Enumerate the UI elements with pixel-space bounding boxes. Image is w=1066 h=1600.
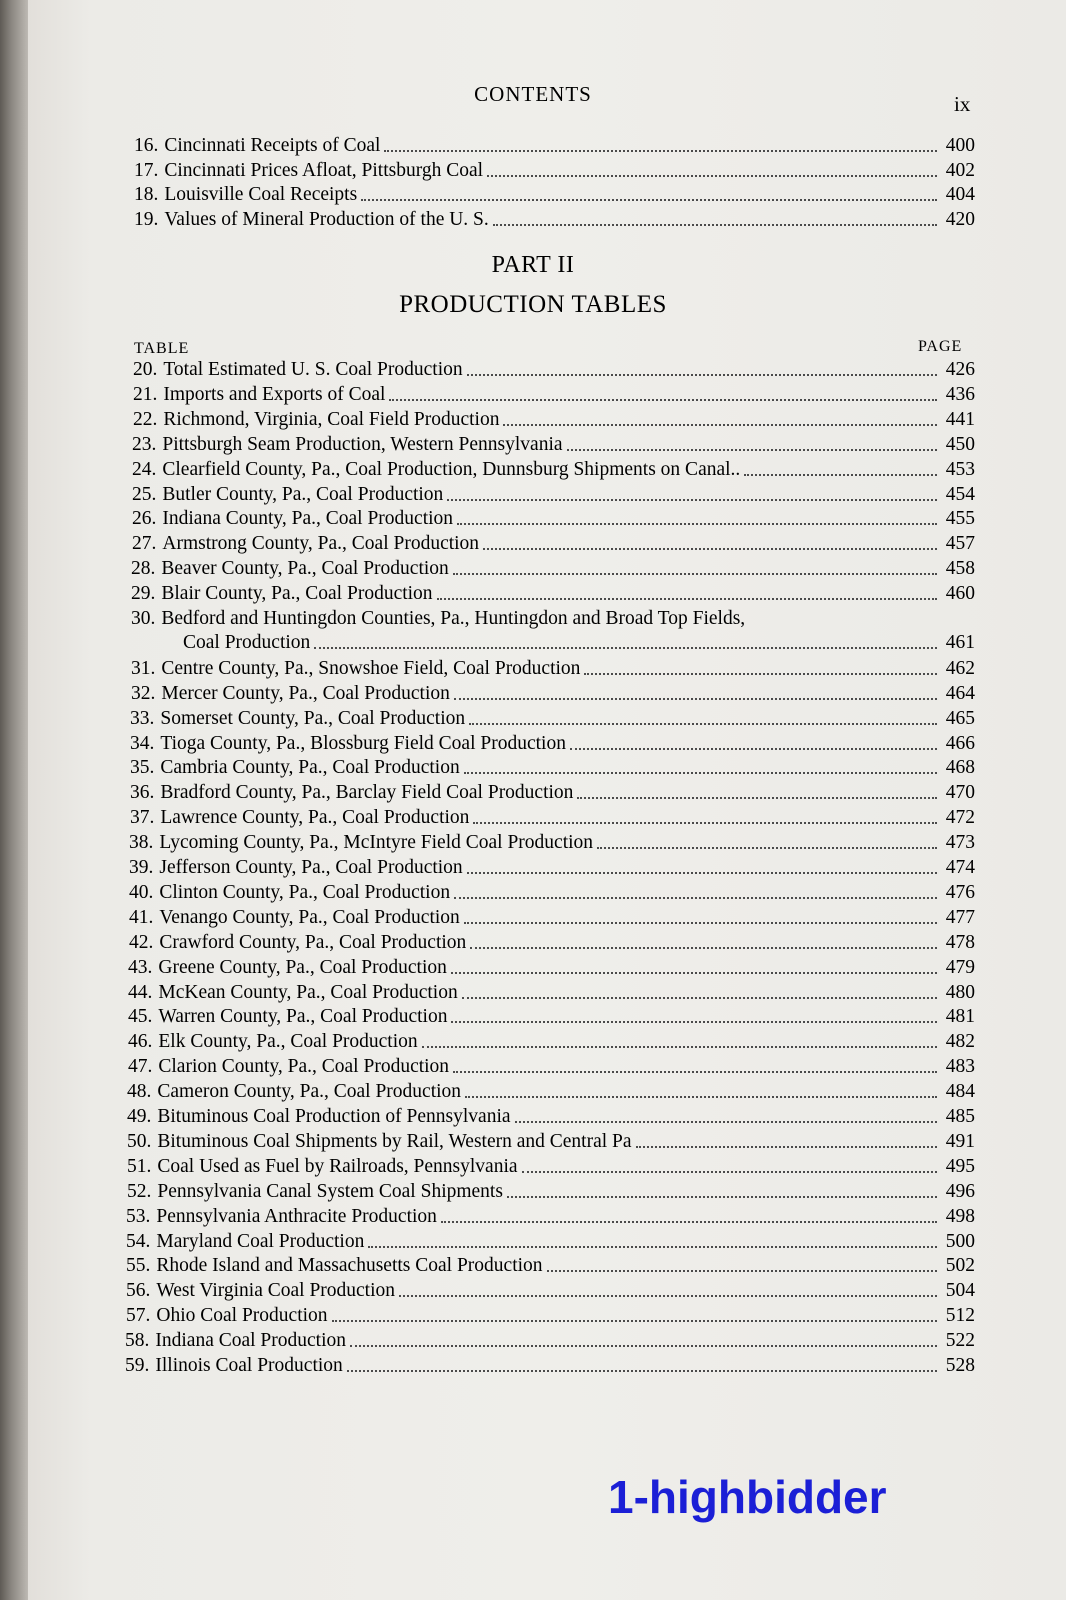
dot-leader [457, 523, 937, 525]
dot-leader [547, 1270, 937, 1272]
entry-page: 426 [945, 359, 975, 380]
dot-leader [451, 972, 937, 974]
entry-number: 47. [128, 1056, 153, 1078]
entry-title: Total Estimated U. S. Coal Production [163, 359, 463, 380]
entry-number: 16. [134, 135, 159, 156]
entry-page: 402 [945, 159, 975, 181]
toc-entry [126, 1279, 975, 1303]
entry-page: 458 [945, 558, 975, 580]
dot-leader [577, 797, 937, 799]
entry-title: Clinton County, Pa., Coal Production [159, 881, 451, 903]
toc-entry [128, 1030, 975, 1054]
entry-page: 474 [945, 857, 975, 878]
dot-leader [464, 772, 937, 774]
toc-entry [127, 1080, 975, 1104]
entry-title: Bituminous Coal Production of Pennsylvania [157, 1106, 511, 1127]
toc-entry [134, 208, 975, 232]
dot-leader [451, 1021, 937, 1023]
entry-number: 17. [134, 159, 159, 181]
dot-leader [584, 673, 937, 675]
toc-entry [126, 1205, 975, 1229]
entry-title: Bedford and Huntingdon Counties, Pa., Huntingdon and Broad Top Fields, [161, 608, 746, 629]
entry-title: Warren County, Pa., Coal Production [158, 1006, 448, 1028]
entry-page: 453 [945, 458, 975, 480]
entry-page: 479 [945, 956, 975, 978]
dot-leader [453, 1071, 937, 1073]
entry-title: Pennsylvania Canal System Coal Shipments [157, 1180, 503, 1202]
toc-entry [130, 732, 975, 756]
entry-number: 26. [132, 508, 157, 530]
toc-entry [127, 1105, 975, 1129]
dot-leader [467, 872, 937, 874]
toc-entry [133, 408, 975, 432]
entry-page: 496 [945, 1180, 975, 1202]
toc-entry [131, 557, 975, 581]
toc-entry [127, 1130, 975, 1154]
toc-entry-continuation [163, 631, 975, 655]
toc-entry [129, 906, 975, 930]
dot-leader [453, 573, 937, 575]
entry-page: 464 [945, 682, 975, 704]
dot-leader [422, 1046, 937, 1048]
entry-number: 32. [131, 682, 156, 704]
entry-title: Values of Mineral Production of the U. S. [164, 208, 489, 230]
entry-page: 500 [945, 1230, 975, 1252]
entry-title: Somerset County, Pa., Coal Production [160, 707, 466, 729]
dot-leader [350, 1345, 937, 1347]
entry-page: 491 [945, 1130, 975, 1152]
entry-number: 22. [133, 408, 158, 430]
entry-number: 40. [129, 881, 154, 903]
toc-entry [129, 831, 975, 855]
dot-leader [467, 374, 937, 376]
toc-entry [132, 507, 975, 531]
entry-number: 38. [129, 832, 154, 854]
toc-entry [126, 1304, 975, 1328]
toc-entry [125, 1354, 975, 1378]
book-spine-shadow [0, 0, 28, 1600]
entry-page: 484 [945, 1081, 975, 1103]
entry-page: 480 [945, 981, 975, 1003]
entry-page: 454 [945, 483, 975, 505]
entry-number: 33. [130, 707, 155, 729]
toc-entry [130, 806, 975, 830]
entry-page: 470 [945, 782, 975, 804]
entry-page: 457 [945, 533, 975, 555]
entry-title: Richmond, Virginia, Coal Field Production [163, 408, 500, 430]
toc-entry [133, 383, 975, 407]
dot-leader [465, 1096, 937, 1098]
entry-page: 400 [945, 135, 975, 156]
dot-leader [332, 1320, 937, 1322]
entry-page: 404 [945, 184, 975, 205]
entry-title: Crawford County, Pa., Coal Production [159, 931, 467, 953]
entry-number: 21. [133, 383, 158, 405]
entry-page: 472 [945, 807, 975, 829]
entry-number: 53. [126, 1205, 151, 1227]
dot-leader [522, 1171, 937, 1173]
entry-title: Greene County, Pa., Coal Production [158, 956, 447, 978]
entry-number: 45. [128, 1006, 153, 1028]
entry-number: 56. [126, 1280, 151, 1302]
entry-page: 498 [945, 1205, 975, 1227]
entry-page: 482 [945, 1031, 975, 1053]
entry-page: 476 [945, 881, 975, 903]
entry-page: 502 [945, 1255, 975, 1277]
entry-number: 55. [126, 1255, 151, 1277]
entry-number: 27. [132, 533, 157, 555]
entry-number: 41. [129, 906, 154, 928]
entry-number: 43. [128, 956, 153, 978]
dot-leader [636, 1146, 937, 1148]
dot-leader [597, 847, 937, 849]
dot-leader [399, 1295, 937, 1297]
toc-entry [127, 1155, 975, 1179]
entry-title: Maryland Coal Production [156, 1230, 365, 1252]
toc-entry [132, 532, 975, 556]
entry-page: 450 [945, 433, 975, 455]
entry-number: 54. [126, 1230, 151, 1252]
entry-number: 34. [130, 732, 155, 754]
dot-leader [570, 748, 937, 750]
toc-entry [128, 956, 975, 980]
entry-page: 465 [945, 707, 975, 729]
dot-leader [437, 598, 937, 600]
entry-page: 495 [945, 1155, 975, 1177]
entry-title: Indiana County, Pa., Coal Production [162, 508, 454, 530]
entry-number: 49. [127, 1106, 152, 1127]
entry-title: Ohio Coal Production [156, 1305, 328, 1327]
toc-entry [134, 183, 975, 207]
dot-leader [454, 698, 937, 700]
dot-leader [469, 723, 937, 725]
toc-entry [128, 1005, 975, 1029]
entry-page: 462 [945, 657, 975, 679]
entry-title: Cincinnati Receipts of Coal [164, 135, 381, 156]
dot-leader [473, 822, 937, 824]
dot-leader [515, 1121, 937, 1123]
dot-leader [368, 1246, 937, 1248]
entry-title: Jefferson County, Pa., Coal Production [159, 857, 463, 878]
entry-page: 436 [945, 383, 975, 405]
entry-title: Clearfield County, Pa., Coal Production, Dunnsburg Shipments on Canal.. [162, 458, 741, 480]
entry-page: 477 [945, 906, 975, 928]
entry-number: 44. [128, 981, 153, 1003]
entry-title: Mercer County, Pa., Coal Production [161, 682, 450, 704]
entry-number: 58. [125, 1330, 150, 1352]
toc-entry [132, 433, 975, 457]
entry-title-continuation: Coal Production [183, 632, 311, 653]
toc-entry [129, 931, 975, 955]
entry-number: 24. [132, 458, 157, 480]
entry-page: 522 [945, 1330, 975, 1352]
entry-title: Imports and Exports of Coal [163, 383, 386, 405]
toc-entry [134, 159, 975, 183]
entry-page: 504 [945, 1280, 975, 1302]
toc-entry [131, 657, 975, 681]
toc-entry [131, 682, 975, 706]
entry-title: West Virginia Coal Production [156, 1280, 396, 1302]
entry-page: 478 [945, 931, 975, 953]
entry-page: 485 [945, 1106, 975, 1127]
toc-entry [131, 607, 975, 631]
entry-number: 25. [132, 483, 157, 505]
dot-leader [507, 1196, 937, 1198]
entry-title: Lawrence County, Pa., Coal Production [160, 807, 470, 829]
entry-title: Louisville Coal Receipts [164, 184, 358, 205]
toc-entry [126, 1254, 975, 1278]
entry-number: 29. [131, 583, 156, 605]
watermark-text: 1-highbidder [608, 1471, 887, 1523]
dot-leader [462, 997, 937, 999]
entry-page: 466 [945, 732, 975, 754]
dot-leader [384, 150, 937, 152]
toc-entry [125, 1329, 975, 1353]
entry-title: Lycoming County, Pa., McIntyre Field Coal Production [159, 832, 594, 854]
toc-entry [128, 1055, 975, 1079]
entry-title: Indiana Coal Production [155, 1330, 347, 1352]
entry-number: 23. [132, 433, 157, 455]
entry-number: 30. [131, 608, 156, 629]
toc-entry [131, 582, 975, 606]
toc-entry [130, 756, 975, 780]
entry-title: Tioga County, Pa., Blossburg Field Coal Production [160, 732, 566, 754]
running-head: CONTENTS [474, 82, 592, 106]
dot-leader [503, 424, 937, 426]
entry-title: Centre County, Pa., Snowshoe Field, Coal Production [161, 657, 581, 679]
dot-leader [441, 1221, 937, 1223]
entry-number: 59. [125, 1355, 150, 1376]
dot-leader [470, 947, 937, 949]
entry-number: 42. [129, 931, 154, 953]
dot-leader [487, 175, 937, 177]
dot-leader [314, 647, 937, 649]
entry-page: 461 [945, 632, 975, 653]
dot-leader [454, 897, 937, 899]
toc-entry [130, 781, 975, 805]
entry-number: 39. [129, 857, 154, 878]
entry-number: 57. [126, 1305, 151, 1327]
column-header-page: PAGE [918, 338, 963, 355]
entry-title: Armstrong County, Pa., Coal Production [162, 533, 480, 555]
entry-page: 420 [945, 208, 975, 230]
entry-title: Pittsburgh Seam Production, Western Pennsylvania [162, 433, 563, 455]
entry-title: Beaver County, Pa., Coal Production [161, 558, 449, 580]
dot-leader [744, 474, 937, 476]
entry-number: 20. [133, 359, 158, 380]
entry-number: 46. [128, 1031, 153, 1053]
entry-title: Pennsylvania Anthracite Production [156, 1205, 437, 1227]
toc-entry [128, 981, 975, 1005]
toc-entry [132, 483, 975, 507]
page-number: ix [954, 92, 971, 116]
entry-page: 481 [945, 1006, 975, 1028]
entry-title: Illinois Coal Production [155, 1355, 343, 1376]
entry-page: 468 [945, 757, 975, 779]
dot-leader [389, 399, 937, 401]
toc-entry [133, 358, 975, 382]
entry-title: Elk County, Pa., Coal Production [158, 1031, 418, 1053]
entry-number: 48. [127, 1081, 152, 1103]
entry-number: 28. [131, 558, 156, 580]
entry-title: Coal Used as Fuel by Railroads, Pennsylvania [157, 1155, 518, 1177]
entry-page: 512 [945, 1305, 975, 1327]
entry-page: 473 [945, 832, 975, 854]
toc-entry [129, 881, 975, 905]
toc-entry [127, 1180, 975, 1204]
entry-number: 35. [130, 757, 155, 779]
entry-number: 36. [130, 782, 155, 804]
entry-title: Bradford County, Pa., Barclay Field Coal Production [160, 782, 574, 804]
entry-page: 455 [945, 508, 975, 530]
dot-leader [464, 922, 937, 924]
entry-title: Butler County, Pa., Coal Production [162, 483, 444, 505]
toc-entry [126, 1230, 975, 1254]
entry-title: Cincinnati Prices Afloat, Pittsburgh Coal [164, 159, 484, 181]
entry-page: 460 [945, 583, 975, 605]
entry-number: 31. [131, 657, 156, 679]
entry-page: 528 [945, 1355, 975, 1376]
entry-title: Blair County, Pa., Coal Production [161, 583, 433, 605]
entry-number: 19. [134, 208, 159, 230]
entry-page: 483 [945, 1056, 975, 1078]
entry-title: Clarion County, Pa., Coal Production [158, 1056, 450, 1078]
entry-number: 37. [130, 807, 155, 829]
dot-leader [361, 199, 937, 201]
part-heading: PART II [491, 252, 575, 278]
dot-leader [493, 224, 937, 226]
entry-number: 51. [127, 1155, 152, 1177]
column-header-table: TABLE [134, 340, 190, 357]
entry-page: 441 [945, 408, 975, 430]
dot-leader [447, 499, 937, 501]
toc-entry [132, 458, 975, 482]
entry-number: 18. [134, 184, 159, 205]
entry-number: 50. [127, 1130, 152, 1152]
section-heading: PRODUCTION TABLES [399, 291, 667, 318]
entry-title: Cameron County, Pa., Coal Production [157, 1081, 462, 1103]
dot-leader [347, 1370, 937, 1372]
entry-title: Bituminous Coal Shipments by Rail, Western and Central Pa [157, 1130, 632, 1152]
toc-entry [134, 134, 975, 158]
entry-number: 52. [127, 1180, 152, 1202]
entry-title: Rhode Island and Massachusetts Coal Production [156, 1255, 543, 1277]
dot-leader [483, 548, 937, 550]
entry-title: Cambria County, Pa., Coal Production [160, 757, 460, 779]
dot-leader [567, 449, 937, 451]
toc-entry [130, 707, 975, 731]
entry-title: McKean County, Pa., Coal Production [158, 981, 458, 1003]
toc-entry [129, 856, 975, 880]
entry-title: Venango County, Pa., Coal Production [159, 906, 460, 928]
